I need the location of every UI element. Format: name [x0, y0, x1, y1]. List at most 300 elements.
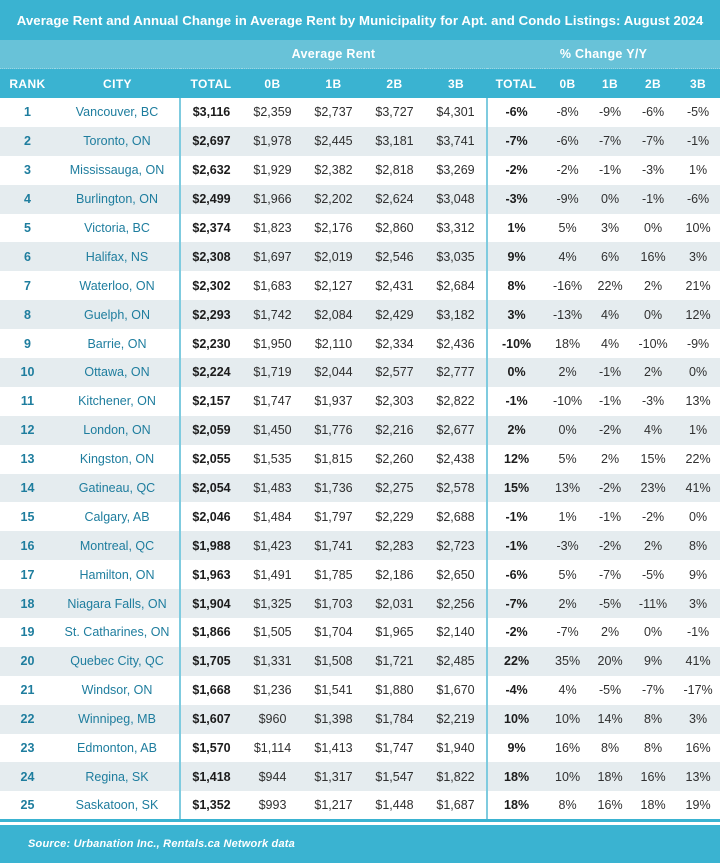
rent-1b-cell: $1,413 — [314, 741, 353, 756]
rent-total-cell: $2,374 — [180, 214, 242, 243]
rent-total-cell: $2,308 — [180, 242, 242, 271]
pct-total-cell: -3% — [487, 185, 545, 214]
rank-cell: 16 — [20, 538, 35, 553]
rent-3b-cell: $3,048 — [436, 192, 475, 207]
pct-1b-cell: -2% — [598, 481, 622, 496]
rent-0b-cell: $1,484 — [253, 509, 292, 524]
rent-1b-cell: $2,044 — [314, 365, 353, 380]
rent-0b-cell: $1,535 — [253, 452, 292, 467]
rank-cell: 11 — [20, 394, 35, 409]
pct-1b-cell: -1% — [598, 394, 622, 409]
pct-0b-cell: 1% — [558, 509, 577, 524]
rent-total-cell: $1,988 — [180, 531, 242, 560]
pct-2b-cell: -3% — [641, 394, 665, 409]
pct-total-cell: 18% — [487, 762, 545, 791]
pct-total-cell: -6% — [487, 560, 545, 589]
rent-0b-cell: $1,114 — [253, 741, 292, 756]
table-row — [0, 589, 720, 618]
rent-3b-cell: $2,578 — [436, 481, 475, 496]
pct-1b-cell: 16% — [590, 791, 630, 820]
pct-0b-cell: 16% — [555, 741, 581, 756]
rent-total-cell: $1,570 — [180, 734, 242, 763]
pct-2b-cell: 9% — [644, 654, 663, 669]
rent-1b-cell: $1,785 — [314, 567, 353, 582]
pct-3b-cell: 12% — [685, 307, 711, 322]
pct-1b-cell: -7% — [598, 134, 622, 149]
source-text: Source: Urbanation Inc., Rentals.ca Network data — [28, 837, 295, 850]
pct-total-cell: -2% — [487, 156, 545, 185]
column-header-rent-0b: 0B — [242, 69, 303, 99]
table-row — [0, 560, 720, 589]
rent-2b-cell: $2,275 — [375, 481, 414, 496]
rent-1b-cell: $1,317 — [314, 769, 353, 784]
pct-0b-cell: -3% — [556, 538, 579, 553]
pct-2b-cell: 16% — [640, 769, 666, 784]
table-row — [0, 98, 720, 127]
rent-3b-cell: $4,301 — [436, 105, 475, 120]
rent-0b-cell: $1,966 — [253, 192, 292, 207]
pct-1b-cell: -5% — [598, 596, 622, 611]
pct-total-cell: -1% — [487, 531, 545, 560]
group-header-average-rent: Average Rent — [180, 40, 487, 69]
table-row — [0, 474, 720, 503]
city-cell: Barrie, ON — [87, 336, 147, 351]
rent-total-cell: $2,059 — [180, 416, 242, 445]
pct-1b-cell: -2% — [598, 538, 622, 553]
rent-total-cell: $1,866 — [180, 618, 242, 647]
rent-total-cell: $2,054 — [180, 474, 242, 503]
pct-2b-cell: -10% — [638, 336, 668, 351]
rank-cell: 9 — [24, 336, 31, 351]
pct-2b-cell: 0% — [644, 221, 663, 235]
column-header-city: CITY — [55, 69, 180, 99]
city-cell: Calgary, AB — [84, 509, 150, 524]
rent-3b-cell: $3,312 — [436, 221, 475, 235]
pct-2b-cell: 2% — [644, 538, 663, 553]
pct-total-cell: 8% — [487, 271, 545, 300]
rent-3b-cell: $1,822 — [436, 769, 475, 784]
rent-total-cell: $2,046 — [180, 502, 242, 531]
page-title: Average Rent and Annual Change in Average Rent by Municipality for Apt. and Condo Listings: August 2024 — [16, 12, 704, 28]
rent-2b-cell: $2,216 — [375, 423, 414, 438]
city-cell: Waterloo, ON — [79, 278, 155, 293]
city-cell: Windsor, ON — [81, 683, 153, 698]
rent-total-cell: $1,904 — [180, 589, 242, 618]
rank-cell: 15 — [20, 509, 35, 524]
rent-total-cell: $1,963 — [180, 560, 242, 589]
rent-0b-cell: $1,683 — [253, 278, 292, 293]
pct-0b-cell: 13% — [555, 481, 581, 496]
pct-1b-cell: 4% — [601, 336, 620, 351]
pct-0b-cell: 8% — [545, 791, 590, 820]
column-header-pct-total: TOTAL — [487, 69, 545, 99]
rent-1b-cell: $1,937 — [314, 394, 353, 409]
rank-cell: 1 — [24, 105, 31, 120]
rent-1b-cell: $2,176 — [314, 221, 353, 235]
table-row — [0, 358, 720, 387]
rent-0b-cell: $993 — [242, 791, 303, 820]
column-header-pct-0b: 0B — [545, 69, 590, 99]
city-cell: Saskatoon, SK — [55, 791, 180, 820]
title-bar — [0, 0, 720, 40]
rank-cell: 10 — [20, 365, 35, 380]
pct-1b-cell: -5% — [598, 683, 622, 698]
table-row — [0, 387, 720, 416]
city-cell: Regina, SK — [85, 769, 149, 784]
rent-total-cell: $2,055 — [180, 445, 242, 474]
pct-1b-cell: -9% — [598, 105, 622, 120]
rent-0b-cell: $1,950 — [253, 336, 292, 351]
rent-2b-cell: $2,431 — [375, 278, 414, 293]
city-cell: Burlington, ON — [76, 192, 158, 207]
rank-cell: 23 — [20, 741, 35, 756]
pct-3b-cell: -17% — [683, 683, 713, 698]
rent-0b-cell: $1,747 — [253, 394, 292, 409]
rent-2b-cell: $3,181 — [375, 134, 414, 149]
group-header-spacer — [0, 40, 180, 69]
rank-cell: 24 — [20, 769, 35, 784]
column-header-rank: RANK — [0, 69, 55, 99]
pct-0b-cell: 18% — [555, 336, 581, 351]
pct-2b-cell: 16% — [640, 249, 666, 264]
rent-3b-cell: $2,140 — [436, 625, 475, 640]
pct-2b-cell: 23% — [640, 481, 666, 496]
pct-3b-cell: 19% — [676, 791, 720, 820]
rent-0b-cell: $2,359 — [253, 105, 292, 120]
pct-0b-cell: -8% — [556, 105, 579, 120]
rent-0b-cell: $1,331 — [253, 654, 292, 669]
table-row — [0, 156, 720, 185]
rent-2b-cell: $2,186 — [375, 567, 414, 582]
pct-total-cell: -6% — [487, 98, 545, 127]
rank-cell: 21 — [20, 683, 35, 698]
rent-3b-cell: $3,741 — [436, 134, 475, 149]
pct-3b-cell: 0% — [689, 365, 708, 380]
rent-3b-cell: $3,182 — [436, 307, 475, 322]
rank-cell: 20 — [20, 654, 35, 669]
rent-1b-cell: $2,127 — [314, 278, 353, 293]
city-cell: Halifax, NS — [85, 249, 149, 264]
rent-0b-cell: $960 — [258, 712, 287, 727]
pct-1b-cell: 4% — [601, 307, 620, 322]
rank-cell: 5 — [24, 221, 31, 235]
pct-3b-cell: 41% — [685, 481, 711, 496]
rank-cell: 18 — [20, 596, 35, 611]
rank-cell: 8 — [24, 307, 31, 322]
rent-total-cell: $1,418 — [180, 762, 242, 791]
pct-2b-cell: 2% — [644, 365, 663, 380]
rank-cell: 3 — [24, 163, 31, 178]
rent-2b-cell: $2,818 — [375, 163, 414, 178]
rent-0b-cell: $1,505 — [253, 625, 292, 640]
pct-0b-cell: 5% — [558, 452, 577, 467]
pct-3b-cell: 41% — [685, 654, 711, 669]
pct-total-cell: -1% — [487, 502, 545, 531]
pct-0b-cell: 10% — [555, 769, 581, 784]
rent-0b-cell: $944 — [258, 769, 287, 784]
pct-1b-cell: 8% — [601, 741, 620, 756]
rent-0b-cell: $1,491 — [253, 567, 292, 582]
table-row — [0, 271, 720, 300]
pct-total-cell: 9% — [487, 734, 545, 763]
column-header-rent-3b: 3B — [425, 69, 487, 99]
rent-2b-cell: $1,747 — [375, 741, 414, 756]
rank-cell: 19 — [20, 625, 35, 640]
rent-1b-cell: $1,704 — [314, 625, 353, 640]
rank-cell: 12 — [20, 423, 35, 438]
pct-3b-cell: 3% — [689, 249, 708, 264]
rent-1b-cell: $1,508 — [314, 654, 353, 669]
rent-2b-cell: $2,546 — [375, 249, 414, 264]
pct-2b-cell: 2% — [644, 278, 663, 293]
rent-2b-cell: $1,448 — [364, 791, 425, 820]
rent-total-cell: $2,157 — [180, 387, 242, 416]
pct-3b-cell: -1% — [686, 625, 710, 640]
rank-cell: 13 — [20, 452, 35, 467]
pct-0b-cell: 35% — [555, 654, 581, 669]
pct-3b-cell: 1% — [689, 163, 708, 178]
rent-3b-cell: $2,822 — [436, 394, 475, 409]
pct-1b-cell: 3% — [601, 221, 620, 235]
group-header-row — [0, 40, 720, 69]
pct-2b-cell: -2% — [641, 509, 665, 524]
pct-0b-cell: 4% — [558, 683, 577, 698]
city-cell: Hamilton, ON — [79, 567, 155, 582]
pct-total-cell: 9% — [487, 242, 545, 271]
rent-2b-cell: $1,547 — [375, 769, 414, 784]
column-header-row — [0, 69, 720, 99]
rent-2b-cell: $2,229 — [375, 509, 414, 524]
city-cell: Niagara Falls, ON — [67, 596, 167, 611]
pct-1b-cell: 2% — [601, 625, 620, 640]
rent-2b-cell: $2,260 — [375, 452, 414, 467]
rent-3b-cell: $2,256 — [436, 596, 475, 611]
table-row — [0, 502, 720, 531]
city-cell: Gatineau, QC — [78, 481, 156, 496]
pct-total-cell: 2% — [487, 416, 545, 445]
pct-1b-cell: 20% — [597, 654, 623, 669]
rent-2b-cell: $1,784 — [375, 712, 414, 727]
rent-3b-cell: $2,219 — [436, 712, 475, 727]
pct-total-cell: 10% — [487, 705, 545, 734]
table-body — [0, 98, 720, 820]
pct-3b-cell: -9% — [686, 336, 710, 351]
rent-2b-cell: $2,334 — [375, 336, 414, 351]
city-cell: Winnipeg, MB — [78, 712, 156, 727]
pct-2b-cell: -11% — [638, 596, 668, 611]
city-cell: Quebec City, QC — [70, 654, 164, 669]
pct-1b-cell: 14% — [597, 712, 623, 727]
city-cell: Montreal, QC — [79, 538, 155, 553]
rent-3b-cell: $2,723 — [436, 538, 475, 553]
table-row — [0, 705, 720, 734]
rent-0b-cell: $1,697 — [253, 249, 292, 264]
rent-1b-cell: $1,541 — [314, 683, 353, 698]
pct-total-cell: 15% — [487, 474, 545, 503]
city-cell: St. Catharines, ON — [64, 625, 170, 640]
pct-0b-cell: -13% — [552, 307, 583, 322]
pct-1b-cell: -7% — [598, 567, 622, 582]
rent-3b-cell: $2,438 — [436, 452, 475, 467]
city-cell: Kingston, ON — [79, 452, 155, 467]
column-header-pct-1b: 1B — [590, 69, 630, 99]
rent-2b-cell: $2,429 — [375, 307, 414, 322]
pct-1b-cell: -1% — [598, 365, 622, 380]
rent-2b-cell: $2,303 — [375, 394, 414, 409]
rent-2b-cell: $2,624 — [375, 192, 414, 207]
rent-0b-cell: $1,450 — [253, 423, 292, 438]
rent-total-cell: $1,607 — [180, 705, 242, 734]
pct-0b-cell: -10% — [552, 394, 583, 409]
rent-total-cell: $1,352 — [180, 791, 242, 820]
pct-3b-cell: -6% — [686, 192, 710, 207]
table-row — [0, 214, 720, 243]
rent-2b-cell: $1,721 — [375, 654, 414, 669]
rank-cell: 2 — [24, 134, 31, 149]
city-cell: Toronto, ON — [83, 134, 151, 149]
pct-2b-cell: -7% — [641, 134, 665, 149]
pct-total-cell: 12% — [487, 445, 545, 474]
rent-3b-cell: $2,485 — [436, 654, 475, 669]
pct-total-cell: -7% — [487, 589, 545, 618]
rank-cell: 25 — [0, 791, 55, 820]
pct-0b-cell: -9% — [556, 192, 579, 207]
rent-3b-cell: $1,687 — [425, 791, 487, 820]
pct-1b-cell: 6% — [601, 249, 620, 264]
pct-2b-cell: -1% — [641, 192, 665, 207]
pct-2b-cell: 15% — [640, 452, 666, 467]
pct-3b-cell: 8% — [689, 538, 708, 553]
table-row — [0, 791, 720, 820]
rent-1b-cell: $1,797 — [314, 509, 353, 524]
pct-3b-cell: 0% — [689, 509, 708, 524]
rent-total-cell: $3,116 — [180, 98, 242, 127]
table-row — [0, 242, 720, 271]
pct-3b-cell: -1% — [686, 134, 710, 149]
rent-1b-cell: $2,019 — [314, 249, 353, 264]
column-header-rent-1b: 1B — [303, 69, 364, 99]
rent-0b-cell: $1,236 — [253, 683, 292, 698]
pct-3b-cell: 13% — [685, 394, 711, 409]
city-cell: Edmonton, AB — [77, 741, 157, 756]
rent-1b-cell: $1,736 — [314, 481, 353, 496]
column-header-pct-2b: 2B — [630, 69, 676, 99]
pct-3b-cell: -5% — [686, 105, 710, 120]
rent-total-cell: $2,293 — [180, 300, 242, 329]
city-cell: Victoria, BC — [84, 221, 150, 235]
rent-1b-cell: $2,084 — [314, 307, 353, 322]
rent-2b-cell: $1,965 — [375, 625, 414, 640]
pct-0b-cell: 5% — [558, 221, 577, 235]
rent-2b-cell: $2,283 — [375, 538, 414, 553]
pct-0b-cell: -7% — [556, 625, 579, 640]
pct-1b-cell: -1% — [598, 509, 622, 524]
rent-1b-cell: $1,398 — [314, 712, 353, 727]
city-cell: Guelph, ON — [83, 307, 150, 322]
rent-total-cell: $2,224 — [180, 358, 242, 387]
rent-3b-cell: $2,777 — [436, 365, 475, 380]
rent-1b-cell: $1,703 — [314, 596, 353, 611]
rent-3b-cell: $2,688 — [436, 509, 475, 524]
pct-2b-cell: 8% — [644, 741, 663, 756]
rent-total-cell: $2,697 — [180, 127, 242, 156]
pct-total-cell: -2% — [487, 618, 545, 647]
pct-1b-cell: 22% — [597, 278, 623, 293]
rent-total-cell: $2,230 — [180, 329, 242, 358]
rent-0b-cell: $1,929 — [253, 163, 292, 178]
rank-cell: 22 — [20, 712, 35, 727]
rent-0b-cell: $1,719 — [253, 365, 292, 380]
pct-0b-cell: -6% — [556, 134, 579, 149]
pct-1b-cell: 18% — [597, 769, 623, 784]
pct-0b-cell: -16% — [552, 278, 583, 293]
pct-2b-cell: 8% — [644, 712, 663, 727]
rent-total-cell: $1,705 — [180, 647, 242, 676]
rank-cell: 4 — [24, 192, 31, 207]
pct-total-cell: 18% — [487, 791, 545, 820]
rank-cell: 17 — [20, 567, 35, 582]
rent-3b-cell: $3,269 — [436, 163, 475, 178]
rent-3b-cell: $2,684 — [436, 278, 475, 293]
rent-2b-cell: $2,860 — [375, 221, 414, 235]
table-row — [0, 676, 720, 705]
pct-total-cell: 3% — [487, 300, 545, 329]
group-header-pct-change: % Change Y/Y — [487, 40, 720, 69]
pct-3b-cell: 10% — [685, 221, 711, 235]
table-row — [0, 531, 720, 560]
column-header-rent-total: TOTAL — [180, 69, 242, 99]
rent-0b-cell: $1,325 — [253, 596, 292, 611]
pct-total-cell: -10% — [487, 329, 545, 358]
rent-total-cell: $2,632 — [180, 156, 242, 185]
pct-3b-cell: 3% — [689, 712, 708, 727]
rent-3b-cell: $2,436 — [436, 336, 475, 351]
rent-2b-cell: $1,880 — [375, 683, 414, 698]
pct-total-cell: -1% — [487, 387, 545, 416]
rent-2b-cell: $2,031 — [375, 596, 414, 611]
rent-2b-cell: $3,727 — [375, 105, 414, 120]
rent-total-cell: $2,302 — [180, 271, 242, 300]
pct-total-cell: -4% — [487, 676, 545, 705]
pct-1b-cell: 0% — [601, 192, 620, 207]
table-row — [0, 300, 720, 329]
rent-3b-cell: $2,650 — [436, 567, 475, 582]
rent-1b-cell: $2,110 — [314, 336, 353, 351]
rent-1b-cell: $2,445 — [314, 134, 353, 149]
pct-3b-cell: 21% — [685, 278, 711, 293]
table-row — [0, 734, 720, 763]
pct-total-cell: 0% — [487, 358, 545, 387]
pct-total-cell: 1% — [487, 214, 545, 243]
table-row — [0, 127, 720, 156]
rent-3b-cell: $1,670 — [436, 683, 475, 698]
city-cell: London, ON — [83, 423, 151, 438]
rent-3b-cell: $1,940 — [436, 741, 475, 756]
pct-3b-cell: 16% — [685, 741, 711, 756]
rent-1b-cell: $1,217 — [303, 791, 364, 820]
pct-3b-cell: 9% — [689, 567, 708, 582]
pct-2b-cell: 4% — [644, 423, 663, 438]
rent-3b-cell: $2,677 — [436, 423, 475, 438]
pct-total-cell: -7% — [487, 127, 545, 156]
rent-table — [0, 40, 720, 822]
city-cell: Vancouver, BC — [75, 105, 159, 120]
table-row — [0, 647, 720, 676]
pct-0b-cell: 4% — [558, 249, 577, 264]
city-cell: Mississauga, ON — [69, 163, 165, 178]
rent-1b-cell: $2,737 — [314, 105, 353, 120]
pct-0b-cell: 0% — [558, 423, 577, 438]
